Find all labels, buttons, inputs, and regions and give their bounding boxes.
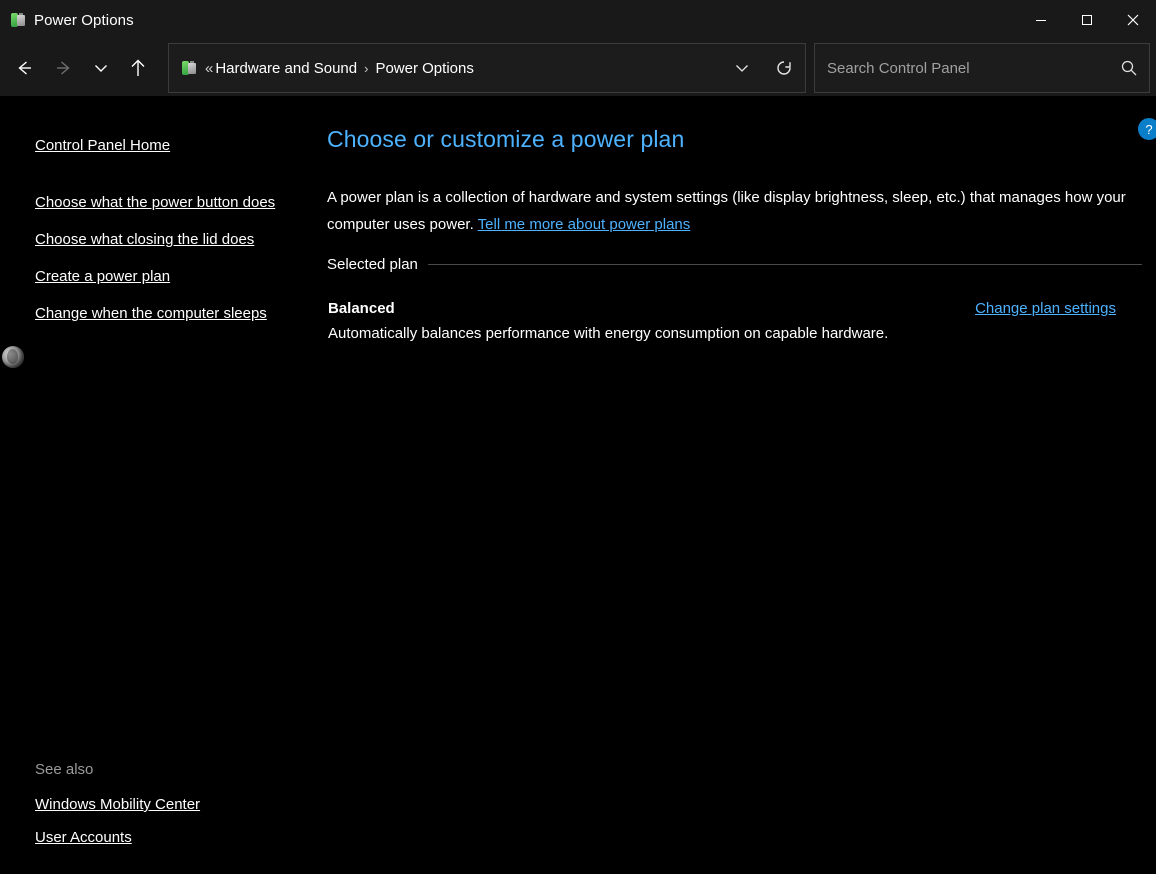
breadcrumb-separator-1: › (364, 60, 369, 76)
search-input[interactable] (815, 60, 1109, 77)
selected-plan-group (327, 256, 1142, 342)
arrow-left-icon (13, 57, 35, 79)
page-description-text: A power plan is a collection of hardware and system settings (like display brightness, sleep, etc.) that manages how your computer uses power. (327, 189, 1126, 233)
sidebar-item-power-button-does[interactable]: Choose what the power button does (35, 194, 276, 211)
minimize-button[interactable] (1018, 0, 1064, 40)
see-also-title: See also (35, 761, 94, 778)
arrow-right-icon (53, 57, 75, 79)
sidebar-item-create-power-plan[interactable]: Create a power plan (35, 268, 171, 285)
address-dropdown-button[interactable] (721, 44, 763, 92)
sidebar (0, 96, 300, 874)
minimize-icon (1035, 14, 1047, 26)
breadcrumb-item-power-options[interactable]: Power Options (375, 59, 474, 77)
window-controls (1018, 0, 1156, 40)
breadcrumb-item-hardware-and-sound[interactable]: Hardware and Sound (215, 59, 358, 77)
control-panel-icon (181, 60, 197, 76)
tell-me-more-link[interactable]: Tell me more about power plans (477, 216, 691, 233)
see-also-item-user-accounts[interactable]: User Accounts (35, 829, 132, 846)
search-button[interactable] (1109, 44, 1149, 92)
window-title: Power Options (34, 11, 134, 29)
change-plan-settings-link[interactable]: Change plan settings (975, 300, 1116, 317)
refresh-button[interactable] (763, 44, 805, 92)
plan-name: Balanced (328, 300, 395, 317)
content-area (0, 96, 1156, 874)
recent-locations-button[interactable] (84, 48, 118, 88)
search-icon (1120, 59, 1138, 77)
maximize-icon (1081, 14, 1093, 26)
sleep-moon-icon (2, 346, 24, 368)
plan-description: Automatically balances performance with energy consumption on capable hardware. (328, 325, 889, 342)
sidebar-item-control-panel-home[interactable]: Control Panel Home (35, 137, 171, 154)
up-button[interactable] (118, 48, 158, 88)
see-also-section (35, 761, 290, 862)
sidebar-task-links (35, 190, 290, 338)
close-icon (1126, 13, 1140, 27)
forward-button[interactable] (44, 48, 84, 88)
page-title: Choose or customize a power plan (327, 126, 685, 152)
plan-row-balanced[interactable] (327, 300, 1142, 342)
maximize-button[interactable] (1064, 0, 1110, 40)
title-bar (0, 0, 1156, 40)
group-header (327, 256, 1142, 273)
arrow-up-icon (127, 57, 149, 79)
main-pane (300, 96, 1156, 874)
chevron-down-icon (92, 59, 110, 77)
see-also-item-windows-mobility-center[interactable]: Windows Mobility Center (35, 796, 201, 813)
chevron-down-icon (733, 59, 751, 77)
power-plug-battery-icon (10, 12, 26, 28)
sidebar-item-change-when-computer-sleeps[interactable]: Change when the computer sleeps (35, 305, 267, 322)
address-bar[interactable] (168, 43, 806, 93)
breadcrumb-overflow[interactable]: « (205, 59, 214, 77)
refresh-icon (774, 58, 794, 78)
group-divider (428, 264, 1142, 265)
page-description (327, 184, 1127, 238)
group-label: Selected plan (327, 256, 418, 273)
close-button[interactable] (1110, 0, 1156, 40)
back-button[interactable] (4, 48, 44, 88)
navigation-bar (0, 40, 1156, 96)
search-box[interactable] (814, 43, 1150, 93)
breadcrumb (205, 60, 721, 77)
help-button[interactable]: ? (1138, 118, 1156, 140)
sidebar-item-closing-lid-does[interactable]: Choose what closing the lid does (35, 231, 255, 248)
